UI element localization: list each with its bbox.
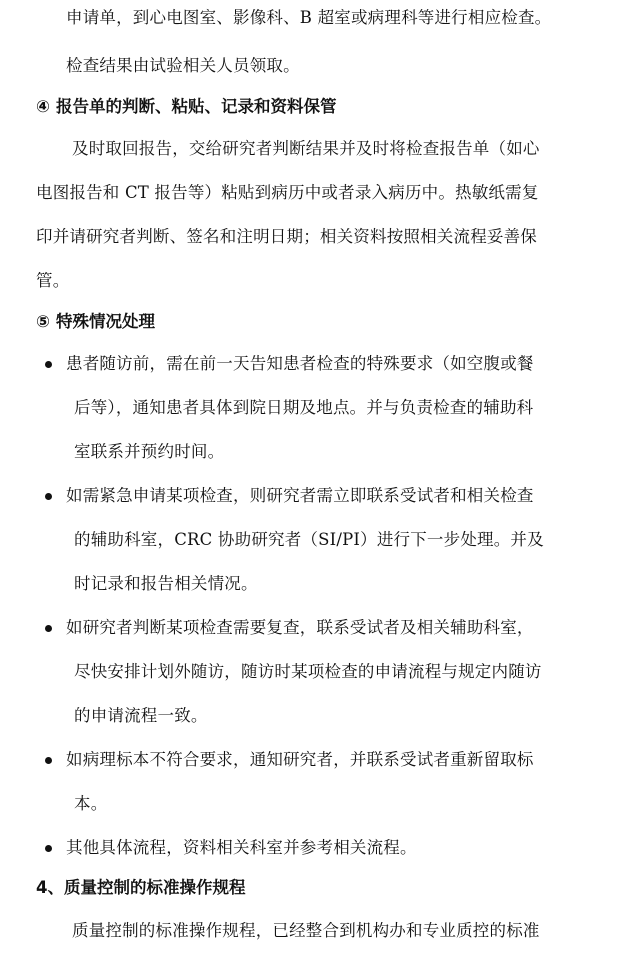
section-number-marker: ④ [36,97,50,116]
section-number-marker: ⑤ [36,312,50,331]
bullet-line: 时记录和报告相关情况。 [74,574,258,593]
bullet-dot [45,757,52,764]
section-title: 报告单的判断、粘贴、记录和资料保管 [55,97,337,116]
paragraph-line: 及时取回报告，交给研究者判断结果并及时将检查报告单（如心 [72,139,540,158]
bullet-line: 尽快安排计划外随访，随访时某项检查的申请流程与规定内随访 [74,662,542,681]
bullet-dot [45,493,52,500]
bullet-line: 的申请流程一致。 [74,706,208,725]
bullet-line: 如研究者判断某项检查需要复查，联系受试者及相关辅助科室， [66,618,534,637]
bullet-line: 的辅助科室，CRC 协助研究者（SI/PI）进行下一步处理。并及 [74,530,544,549]
section-heading-quality-control: 4、质量控制的标准操作规程 [36,878,246,897]
bullet-line: 其他具体流程，资料相关科室并参考相关流程。 [66,838,417,857]
paragraph-line: 印并请研究者判断、签名和注明日期；相关资料按照相关流程妥善保 [36,227,537,246]
bullet-dot [45,625,52,632]
bullet-line: 如病理标本不符合要求，通知研究者，并联系受试者重新留取标 [66,750,534,769]
bullet-line: 室联系并预约时间。 [74,442,225,461]
bullet-line: 患者随访前，需在前一天告知患者检查的特殊要求（如空腹或餐 [66,354,534,373]
bullet-dot [45,845,52,852]
bullet-line: 后等），通知患者具体到院日期及地点。并与负责检查的辅助科 [74,398,534,417]
bullet-line: 如需紧急申请某项检查，则研究者需立即联系受试者和相关检查 [66,486,534,505]
section-heading-4 [36,97,336,117]
paragraph-line: 质量控制的标准操作规程，已经整合到机构办和专业质控的标准 [72,921,540,940]
bullet-dot [45,361,52,368]
paragraph-line: 检查结果由试验相关人员领取。 [66,56,300,75]
bullet-line: 本。 [74,794,108,813]
section-heading-5 [36,312,155,332]
paragraph-line: 管。 [36,271,70,290]
section-title: 特殊情况处理 [55,312,155,331]
paragraph-line: 电图报告和 CT 报告等）粘贴到病历中或者录入病历中。热敏纸需复 [36,183,539,202]
paragraph-line: 申请单，到心电图室、影像科、B 超室或病理科等进行相应检查。 [66,8,552,27]
